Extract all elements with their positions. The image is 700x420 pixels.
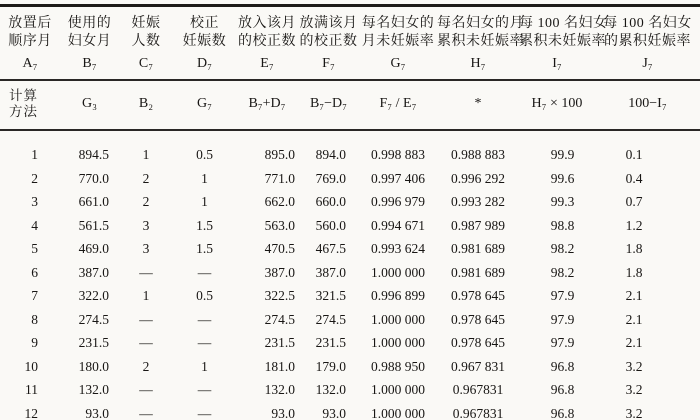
column-header-line1: 每名妇女的 xyxy=(361,16,435,31)
table-row-3 xyxy=(0,190,700,214)
method-label-line2: 方法 xyxy=(9,104,38,119)
cell-b7: 322.0 xyxy=(78,288,109,303)
cell-d10: 1 xyxy=(201,358,208,374)
cell-b3: 661.0 xyxy=(78,194,109,209)
cell-c10: 2 xyxy=(142,358,150,374)
cell-e9: 231.5 xyxy=(264,335,295,350)
cell-g3: 0.996 979 xyxy=(371,194,425,209)
column-header-line2: 妊娠数 xyxy=(182,34,227,49)
cell-c5: 3 xyxy=(142,241,150,256)
cell-h4: 0.987 989 xyxy=(451,217,505,233)
cell-h11: 0.967831 xyxy=(452,382,504,397)
column-header-j xyxy=(595,6,700,81)
header-row xyxy=(0,6,700,81)
method-cell-d: G₇ xyxy=(173,80,236,130)
column-header-line2: 妇女月 xyxy=(67,34,112,49)
cell-j11: 3.2 xyxy=(625,382,643,397)
cell-e1: 895.0 xyxy=(264,147,295,162)
cell-g4: 0.994 671 xyxy=(371,217,425,233)
cell-e4: 563.0 xyxy=(264,217,295,233)
cell-g8: 1.000 000 xyxy=(371,311,425,327)
cell-d3: 1 xyxy=(201,194,208,209)
column-header-line2: 累积未妊娠率 xyxy=(519,34,606,49)
cell-e3: 662.0 xyxy=(264,194,295,209)
cell-a3: 3 xyxy=(31,194,38,209)
column-header-line1: 放满该月 xyxy=(299,16,358,31)
cell-i10: 96.8 xyxy=(550,358,575,374)
cell-b9: 231.5 xyxy=(78,335,109,350)
cell-b4: 561.5 xyxy=(78,217,109,233)
cell-d9: — xyxy=(197,335,212,350)
cell-f3: 660.0 xyxy=(315,194,346,209)
cell-h9: 0.978 645 xyxy=(451,335,505,350)
method-cell-b: G₃ xyxy=(60,80,119,130)
cell-h12: 0.967831 xyxy=(452,405,504,420)
cell-j3: 0.7 xyxy=(625,194,643,209)
method-label xyxy=(0,80,60,130)
cell-i11: 96.8 xyxy=(550,382,575,397)
method-cell-i: H₇ × 100 xyxy=(519,80,595,130)
cell-d11: — xyxy=(197,382,212,397)
cell-j7: 2.1 xyxy=(625,288,643,303)
cell-j5: 1.8 xyxy=(625,241,643,256)
cell-a6: 6 xyxy=(31,264,38,280)
column-header-e xyxy=(236,6,298,81)
column-header-a xyxy=(0,6,60,81)
column-symbol: A₇ xyxy=(22,56,38,71)
table-row-6 xyxy=(0,261,700,285)
column-symbol: G₇ xyxy=(390,56,406,71)
column-header-line1: 使用的 xyxy=(67,16,112,31)
cell-c8: — xyxy=(139,311,153,327)
cell-f9: 231.5 xyxy=(315,335,346,350)
cell-j8: 2.1 xyxy=(625,311,643,327)
cell-j4: 1.2 xyxy=(625,217,643,233)
cell-f10: 179.0 xyxy=(315,358,346,374)
cell-f1: 894.0 xyxy=(315,147,346,162)
table-body xyxy=(0,130,700,420)
cell-f2: 769.0 xyxy=(315,170,346,186)
cell-g10: 0.988 950 xyxy=(371,358,425,374)
column-header-line2: 的累积妊娠率 xyxy=(604,34,691,49)
cell-i3: 99.3 xyxy=(550,194,575,209)
cell-g9: 1.000 000 xyxy=(371,335,425,350)
table-row-10 xyxy=(0,355,700,379)
cell-i7: 97.9 xyxy=(550,288,575,303)
cell-a10: 10 xyxy=(24,358,38,374)
cell-f11: 132.0 xyxy=(315,382,346,397)
method-cell-g: F₇ / E₇ xyxy=(359,80,437,130)
column-header-c xyxy=(119,6,173,81)
column-symbol: J₇ xyxy=(642,56,653,71)
cell-e8: 274.5 xyxy=(264,311,295,327)
cell-f12: 93.0 xyxy=(322,405,346,420)
cell-a12: 12 xyxy=(24,405,38,420)
column-header-d xyxy=(173,6,236,81)
method-cell-c: B₂ xyxy=(119,80,173,130)
cell-h5: 0.981 689 xyxy=(451,241,505,256)
table-row-11 xyxy=(0,378,700,402)
cell-b10: 180.0 xyxy=(78,358,109,374)
method-cell-e: B₇+D₇ xyxy=(236,80,298,130)
life-table-pregnancy-rates xyxy=(0,4,700,420)
cell-h1: 0.988 883 xyxy=(451,147,505,162)
cell-b2: 770.0 xyxy=(78,170,109,186)
column-header-line2: 的校正数 xyxy=(299,34,358,49)
method-cell-h: * xyxy=(437,80,519,130)
cell-a1: 1 xyxy=(31,147,38,162)
cell-h2: 0.996 292 xyxy=(451,170,505,186)
column-header-line1: 每 100 名妇女 xyxy=(603,16,692,31)
column-symbol: D₇ xyxy=(197,56,212,71)
cell-i12: 96.8 xyxy=(550,405,575,420)
column-symbol: I₇ xyxy=(552,56,562,71)
column-symbol: F₇ xyxy=(322,56,335,71)
cell-i5: 98.2 xyxy=(550,241,575,256)
cell-i2: 99.6 xyxy=(550,170,575,186)
cell-h7: 0.978 645 xyxy=(451,288,505,303)
cell-e11: 132.0 xyxy=(264,382,295,397)
column-header-line1: 放置后 xyxy=(8,16,52,31)
cell-j1: 0.1 xyxy=(625,147,643,162)
cell-h10: 0.967 831 xyxy=(451,358,505,374)
cell-c12: — xyxy=(139,405,153,420)
column-header-line2: 顺序月 xyxy=(8,34,52,49)
column-header-line2: 的校正数 xyxy=(238,34,296,49)
cell-d12: — xyxy=(197,405,212,420)
cell-g2: 0.997 406 xyxy=(371,170,425,186)
cell-d7: 0.5 xyxy=(196,288,213,303)
cell-j6: 1.8 xyxy=(625,264,643,280)
cell-b11: 132.0 xyxy=(78,382,109,397)
cell-b1: 894.5 xyxy=(78,147,109,162)
cell-d6: — xyxy=(197,264,212,280)
cell-i4: 98.8 xyxy=(550,217,575,233)
cell-g7: 0.996 899 xyxy=(371,288,425,303)
table-row-7 xyxy=(0,284,700,308)
cell-h8: 0.978 645 xyxy=(451,311,505,327)
cell-c2: 2 xyxy=(142,170,150,186)
column-header-line2: 人数 xyxy=(131,34,161,49)
cell-g11: 1.000 000 xyxy=(371,382,425,397)
cell-b5: 469.0 xyxy=(78,241,109,256)
table-row-5 xyxy=(0,237,700,261)
cell-f7: 321.5 xyxy=(315,288,346,303)
column-header-f xyxy=(298,6,359,81)
table-row-2 xyxy=(0,167,700,191)
method-cell-j: 100−I₇ xyxy=(595,80,700,130)
column-header-line1: 校正 xyxy=(190,16,219,31)
column-symbol: H₇ xyxy=(470,56,486,71)
cell-i6: 98.2 xyxy=(550,264,575,280)
cell-c6: — xyxy=(139,264,153,280)
cell-a5: 5 xyxy=(31,241,38,256)
method-label-line1: 计算 xyxy=(9,88,38,103)
column-header-h xyxy=(437,6,524,81)
cell-a2: 2 xyxy=(31,170,38,186)
table-row-8 xyxy=(0,308,700,332)
cell-e6: 387.0 xyxy=(264,264,295,280)
cell-f8: 274.5 xyxy=(315,311,346,327)
cell-h3: 0.993 282 xyxy=(451,194,505,209)
cell-f5: 467.5 xyxy=(315,241,346,256)
cell-g5: 0.993 624 xyxy=(371,241,425,256)
column-header-b xyxy=(60,6,119,81)
cell-c9: — xyxy=(139,335,153,350)
cell-i1: 99.9 xyxy=(550,147,575,162)
cell-d1: 0.5 xyxy=(196,147,213,162)
cell-a8: 8 xyxy=(31,311,38,327)
table-row-1 xyxy=(0,130,700,167)
cell-d8: — xyxy=(197,311,212,327)
table-row-9 xyxy=(0,331,700,355)
table-header xyxy=(0,6,700,81)
column-header-g xyxy=(359,6,437,81)
cell-e10: 181.0 xyxy=(264,358,295,374)
cell-a4: 4 xyxy=(31,217,38,233)
column-header-line1: 每 100 名妇女 xyxy=(519,16,608,31)
cell-d2: 1 xyxy=(201,170,208,186)
cell-j9: 2.1 xyxy=(625,335,643,350)
cell-g1: 0.998 883 xyxy=(371,147,425,162)
cell-d5: 1.5 xyxy=(196,241,213,256)
column-header-line1: 放入该月 xyxy=(238,16,296,31)
cell-i8: 97.9 xyxy=(550,311,575,327)
cell-h6: 0.981 689 xyxy=(451,264,505,280)
cell-i9: 97.9 xyxy=(550,335,575,350)
column-symbol: B₇ xyxy=(82,56,97,71)
column-header-line1: 妊娠 xyxy=(131,16,161,31)
cell-a7: 7 xyxy=(31,288,38,303)
cell-b8: 274.5 xyxy=(78,311,109,327)
column-symbol: E₇ xyxy=(260,56,274,71)
table-row-12 xyxy=(0,402,700,420)
cell-e7: 322.5 xyxy=(264,288,295,303)
cell-e12: 93.0 xyxy=(271,405,295,420)
cell-j2: 0.4 xyxy=(625,170,643,186)
cell-g6: 1.000 000 xyxy=(371,264,425,280)
cell-e5: 470.5 xyxy=(264,241,295,256)
cell-a11: 11 xyxy=(25,382,38,397)
column-header-line2: 累积未妊娠率 xyxy=(437,34,524,49)
cell-c11: — xyxy=(139,382,153,397)
column-header-line1: 每名妇女的月 xyxy=(437,16,524,31)
cell-f6: 387.0 xyxy=(315,264,346,280)
cell-c3: 2 xyxy=(142,194,150,209)
column-header-line2: 月未妊娠率 xyxy=(361,34,435,49)
cell-j12: 3.2 xyxy=(625,405,643,420)
cell-b12: 93.0 xyxy=(85,405,109,420)
cell-f4: 560.0 xyxy=(315,217,346,233)
cell-e2: 771.0 xyxy=(264,170,295,186)
cell-j10: 3.2 xyxy=(625,358,643,374)
cell-b6: 387.0 xyxy=(78,264,109,280)
cell-c7: 1 xyxy=(142,288,150,303)
table-row-4 xyxy=(0,214,700,238)
cell-g12: 1.000 000 xyxy=(371,405,425,420)
method-row xyxy=(0,80,700,130)
column-symbol: C₇ xyxy=(138,56,154,71)
cell-a9: 9 xyxy=(31,335,38,350)
cell-d4: 1.5 xyxy=(196,217,213,233)
cell-c4: 3 xyxy=(142,217,150,233)
column-header-i xyxy=(519,6,608,81)
method-cell-f: B₇−D₇ xyxy=(298,80,359,130)
cell-c1: 1 xyxy=(142,147,150,162)
